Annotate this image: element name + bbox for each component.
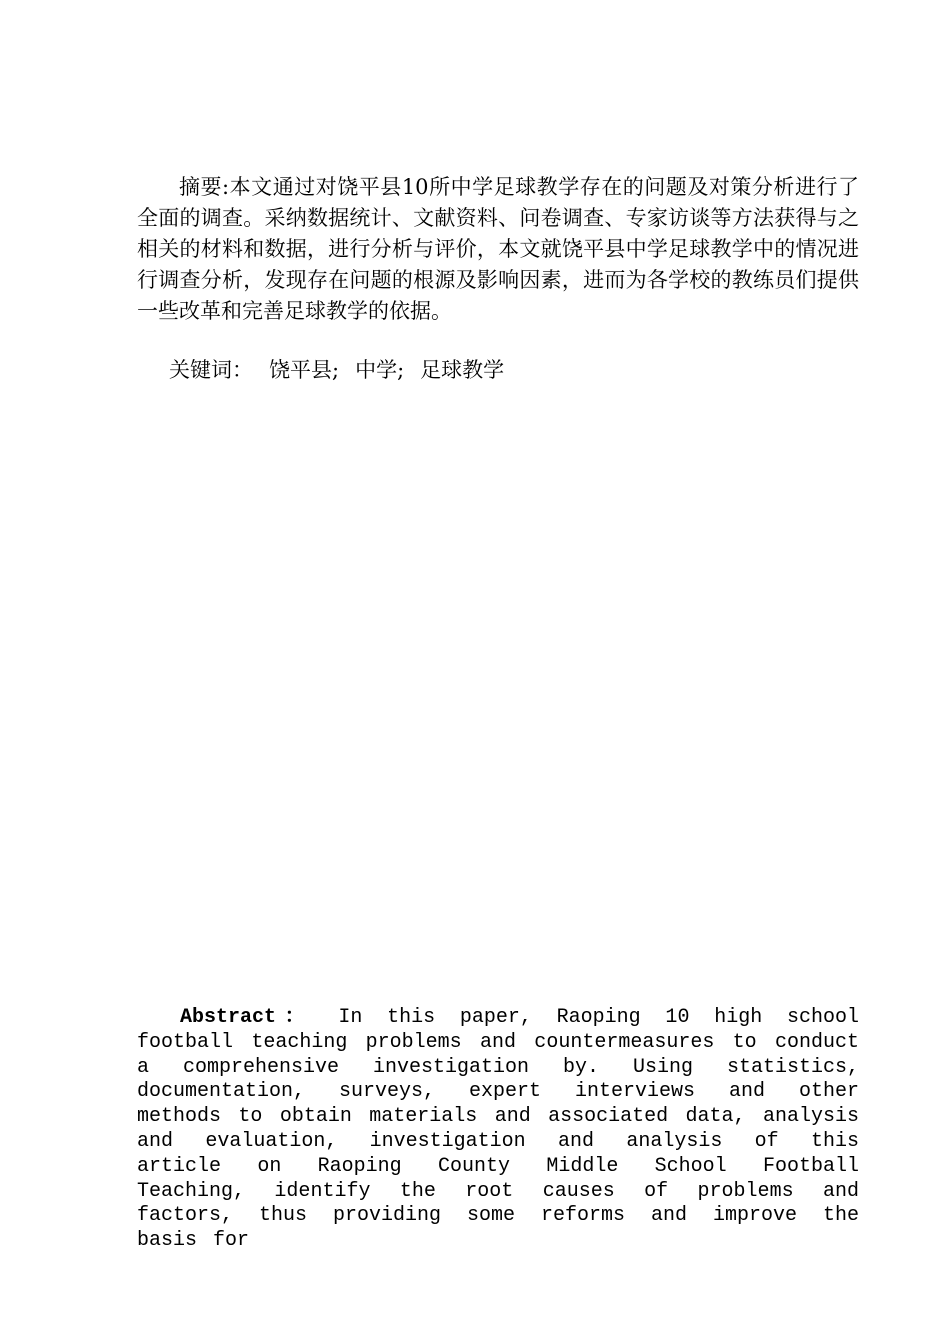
chinese-keywords-label: 关键词： (169, 358, 253, 382)
english-abstract-label: Abstract： (180, 1006, 314, 1029)
english-abstract (137, 1006, 859, 1254)
chinese-abstract-text: 本文通过对饶平县10所中学足球教学存在的问题及对策分析进行了全面的调查。采纳数据统计、文献资料、问卷调查、专家访谈等方法获得与之相关的材料和数据，进行分析与评价，本文就饶平县中学足球教学中的情况进行调查分析，发现存在问题的根源及影响因素，进而为各学校的教练员们提供一些改革和完善足球教学的依据。 (137, 175, 859, 323)
english-abstract-text: In this paper, Raoping 10 high school football teaching problems and countermeasures to conduct a comprehensive investigation by. Using statistics, documentation, surveys, expert interviews and other methods to obtain materials and associated data, analysis and evaluation, investigation and analysis of this article on Raoping County Middle School Football Teaching, identify the root causes of problems and factors, thus providing some reforms and improve the basis for (137, 1006, 859, 1253)
chinese-keywords (169, 355, 504, 386)
keyword-item: 中学; (355, 358, 405, 382)
chinese-abstract (137, 172, 859, 327)
keyword-item: 足球教学 (420, 358, 505, 382)
keyword-item: 饶平县; (269, 358, 340, 382)
chinese-abstract-label: 摘要: (179, 175, 230, 199)
